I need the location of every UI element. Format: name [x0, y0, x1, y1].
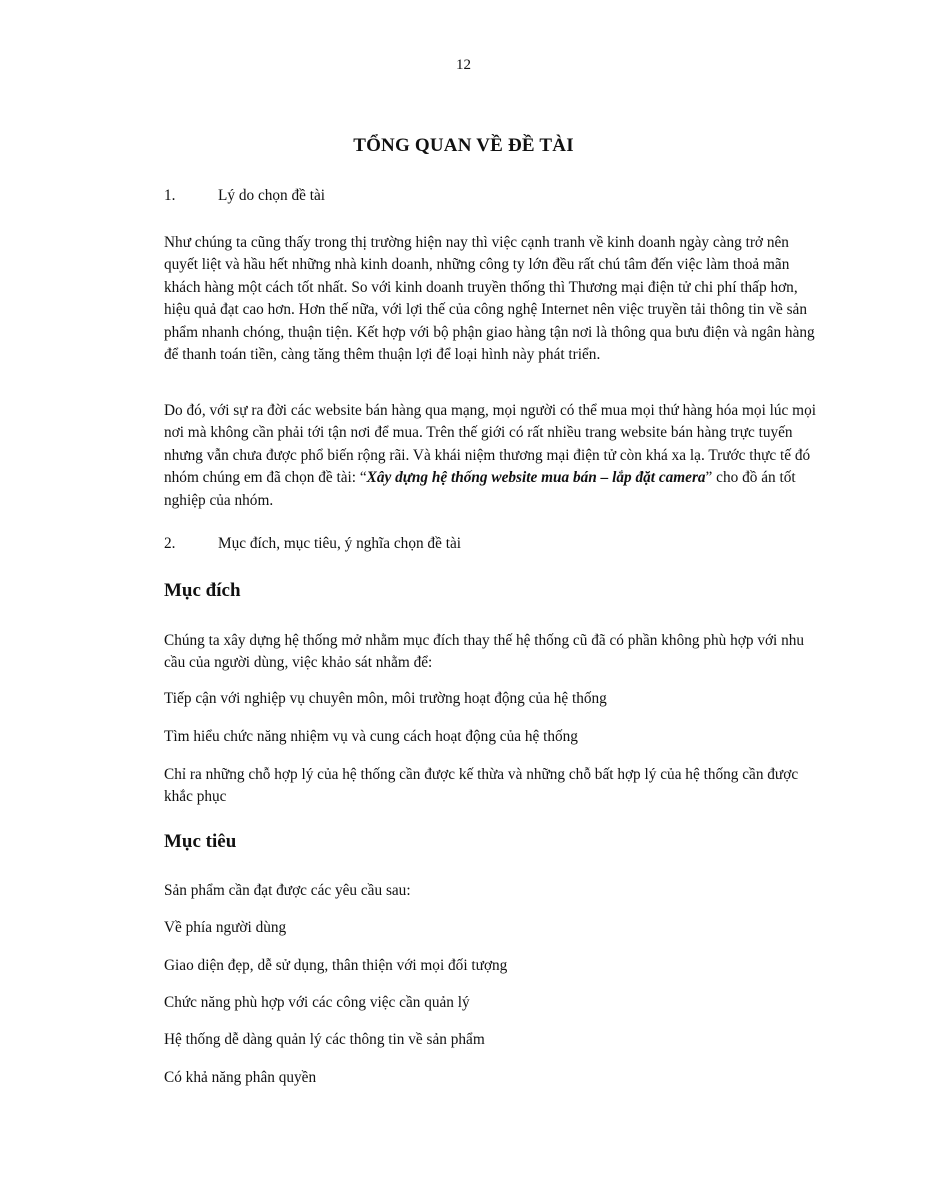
section-1-heading	[164, 185, 325, 207]
section-2-heading	[164, 533, 461, 555]
section-1-paragraph-1: Như chúng ta cũng thấy trong thị trường hiện nay thì việc cạnh tranh về kinh doanh ngày càng trở nên quyết liệt và hầu hết những nhà kinh doanh, những công ty lớn đều rất chú tâm đến việc làm thoả mãn khách hàng một cách tốt nhất. So với kinh doanh truyền thống thì Thương mại điện tử chi phí thấp hơn, hiệu quả đạt cao hơn. Hơn thế nữa, với lợi thế của công nghệ Internet nên việc truyền tải thông tin về sản phẩm nhanh chóng, thuận tiện. Kết hợp với bộ phận giao hàng tận nơi là thông qua bưu điện và ngân hàng để thanh toán tiền, càng tăng thêm thuận lợi để loại hình này phát triển.	[164, 234, 815, 364]
muc-tieu-item: Hệ thống dễ dàng quản lý các thông tin về sản phẩm	[164, 1031, 485, 1048]
section-1-number: 1.	[164, 187, 176, 204]
muc-dich-heading: Mục đích	[164, 580, 241, 601]
muc-tieu-heading: Mục tiêu	[164, 831, 237, 852]
muc-tieu-item: Chức năng phù hợp với các công việc cần quản lý	[164, 994, 470, 1011]
page-title: TỔNG QUAN VỀ ĐỀ TÀI	[353, 135, 574, 156]
section-2-number: 2.	[164, 535, 176, 552]
paragraph-2-text-before: Do đó, với sự ra đời các website bán hàng qua mạng, mọi người có thể mua mọi thứ hàng hóa mọi lúc mọi nơi mà không cần phải tới tận nơi để mua. Trên thế giới có rất nhiều trang website bán hàng trực tuyến nhưng vẫn chưa được phổ biến rộng rãi. Và khái niệm thương mại điện tử còn khá xa lạ. Trước thực tế đó nhóm chúng em đã chọn đề tài: “	[164, 402, 816, 487]
muc-tieu-item: Sản phẩm cần đạt được các yêu cầu sau:	[164, 882, 411, 899]
muc-dich-item: Tiếp cận với nghiệp vụ chuyên môn, môi trường hoạt động của hệ thống	[164, 690, 607, 707]
muc-tieu-item: Về phía người dùng	[164, 919, 287, 936]
section-1-title: Lý do chọn đề tài	[218, 187, 326, 204]
section-2-title: Mục đích, mục tiêu, ý nghĩa chọn đề tài	[218, 535, 461, 552]
muc-tieu-item: Giao diện đẹp, dễ sử dụng, thân thiện với mọi đối tượng	[164, 957, 508, 974]
page-number: 12	[456, 57, 471, 73]
muc-dich-item: Chỉ ra những chỗ hợp lý của hệ thống cần được kế thừa và những chỗ bất hợp lý của hệ thống cần được khắc phục	[164, 766, 799, 806]
muc-dich-item: Tìm hiểu chức năng nhiệm vụ và cung cách hoạt động của hệ thống	[164, 728, 578, 745]
muc-dich-intro: Chúng ta xây dựng hệ thống mở nhằm mục đích thay thế hệ thống cũ đã có phần không phù hợp với nhu cầu của người dùng, việc khảo sát nhằm để:	[164, 632, 805, 672]
topic-name: Xây dựng hệ thống website mua bán – lắp đặt camera	[366, 469, 706, 487]
paragraph-2-text-after: ” cho đồ án tốt nghiệp của nhóm.	[164, 469, 796, 509]
section-1-paragraph-2	[164, 400, 824, 512]
muc-tieu-item: Có khả năng phân quyền	[164, 1069, 317, 1086]
